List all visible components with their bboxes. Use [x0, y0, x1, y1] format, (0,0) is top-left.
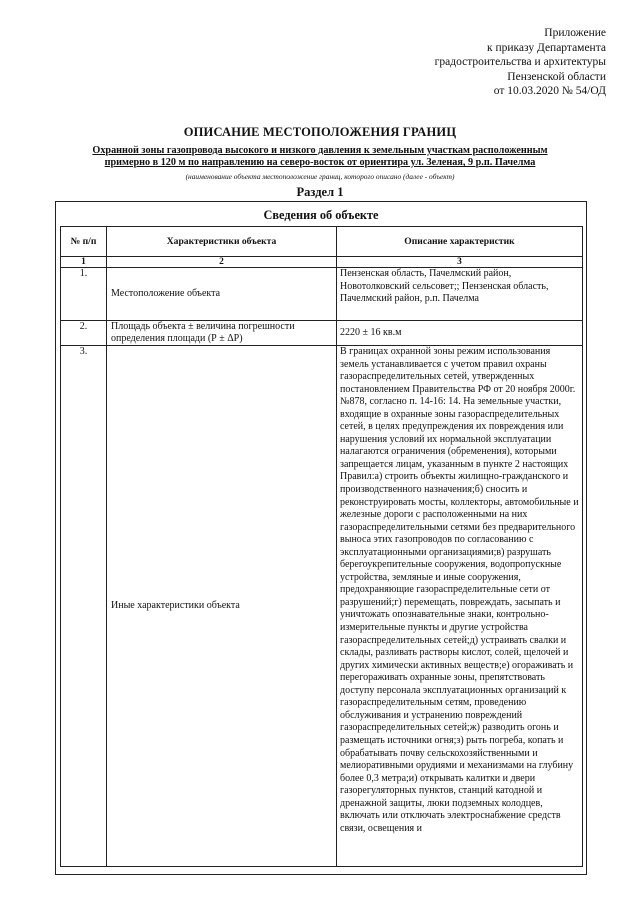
column-number-row [61, 257, 583, 268]
row-number: 2. [61, 321, 107, 346]
table-row [61, 268, 583, 321]
column-number: 3 [337, 257, 583, 268]
appendix-line: от 10.03.2020 № 54/ОД [493, 85, 606, 98]
object-name-hint: (наименование объекта местоположение границ, которого описано (далее - объект) [185, 172, 455, 181]
row-description: Пензенская область, Пачелмский район, Новотолковский сельсовет;; Пензенская область, Пачелмский район, р.п. Пачелма [337, 268, 583, 321]
row-number: 1. [61, 268, 107, 321]
section-title: Раздел 1 [296, 185, 344, 199]
table-heading: Сведения об объекте [263, 208, 379, 222]
object-name-line: Охранной зоны газопровода высокого и низкого давления к земельным участкам расположенным [92, 145, 548, 156]
appendix-line: Пензенской области [507, 70, 606, 83]
row-number: 3. [61, 346, 107, 867]
row-description: 2220 ± 16 кв.м [337, 321, 583, 346]
object-name [60, 145, 580, 169]
row-description-cell [337, 346, 583, 867]
document-title: ОПИСАНИЕ МЕСТОПОЛОЖЕНИЯ ГРАНИЦ [183, 125, 457, 139]
object-info-table [60, 226, 583, 867]
column-header-description: Описание характеристик [337, 227, 583, 257]
object-name-line: примерно в 120 м по направлению на северо-восток от ориентира ул. Зеленая, 9 р.п. Пачелма [104, 157, 536, 169]
column-header-number: № п/п [61, 227, 107, 257]
row-characteristic: Местоположение объекта [107, 268, 337, 321]
table-row [61, 346, 583, 867]
appendix-line: Приложение [544, 27, 606, 39]
appendix-block [435, 26, 606, 99]
table-row [61, 321, 583, 346]
row-characteristic: Иные характеристики объекта [107, 346, 337, 867]
column-number: 1 [61, 257, 107, 268]
row-description: В границах охранной зоны режим использования земель устанавливается с учетом правил охраны газораспределительных сетей, утвержденных постановлением Правительства РФ от 20 ноября 2000г. №878, согласно п. 14-16: 14. На земельные участки, входящие в охранные зоны газораспределительных сетей, в целях предупреждения их повреждения или нарушения условий их нормальной эксплуатации налагаются ограничения (обременения), которыми запрещается лицам, указанным в пункте 2 настоящих Правил:а) строить объекты жилищно-гражданского и производственного назначения;б) сносить и реконструировать мосты, коллекторы, автомобильные и железные дороги с расположенными на них газораспределительными сетями без предварительного выноса этих газопроводов по согласованию с эксплуатационными организациями;в) разрушать берегоукрепительные сооружения, водопропускные устройства, земляные и иные сооружения, предохраняющие газораспределительные сети от разрушений;г) перемещать, повреждать, засыпать и уничтожать опознавательные знаки, контрольно-измерительные пункты и другие устройства газораспределительных сетей;д) устраивать свалки и склады, разливать растворы кислот, солей, щелочей и других химически активных веществ;е) огораживать и перегораживать охранные зоны, препятствовать доступу персонала эксплуатационных организаций к газораспределительным сетям, проведению обслуживания и устранению повреждений газораспределительных сетей;ж) разводить огонь и размещать источники огня;з) рыть погреба, копать и обрабатывать почву сельскохозяйственными и мелиоративными орудиями и механизмами на глубину более 0,3 метра;и) открывать калитки и двери газорегуляторных пунктов, станций катодной и дренажной защиты, люки подземных колодцев, включать или отключать электроснабжение средств связи, освещения и [340, 346, 579, 834]
column-number: 2 [107, 257, 337, 268]
object-info-frame [55, 201, 587, 875]
appendix-line: к приказу Департамента [487, 41, 606, 54]
table-header-row [61, 227, 583, 257]
appendix-line: градостроительства и архитектуры [434, 56, 606, 69]
row-characteristic: Площадь объекта ± величина погрешности определения площади (Р ± ΔР) [107, 321, 337, 346]
column-header-characteristic: Характеристики объекта [107, 227, 337, 257]
